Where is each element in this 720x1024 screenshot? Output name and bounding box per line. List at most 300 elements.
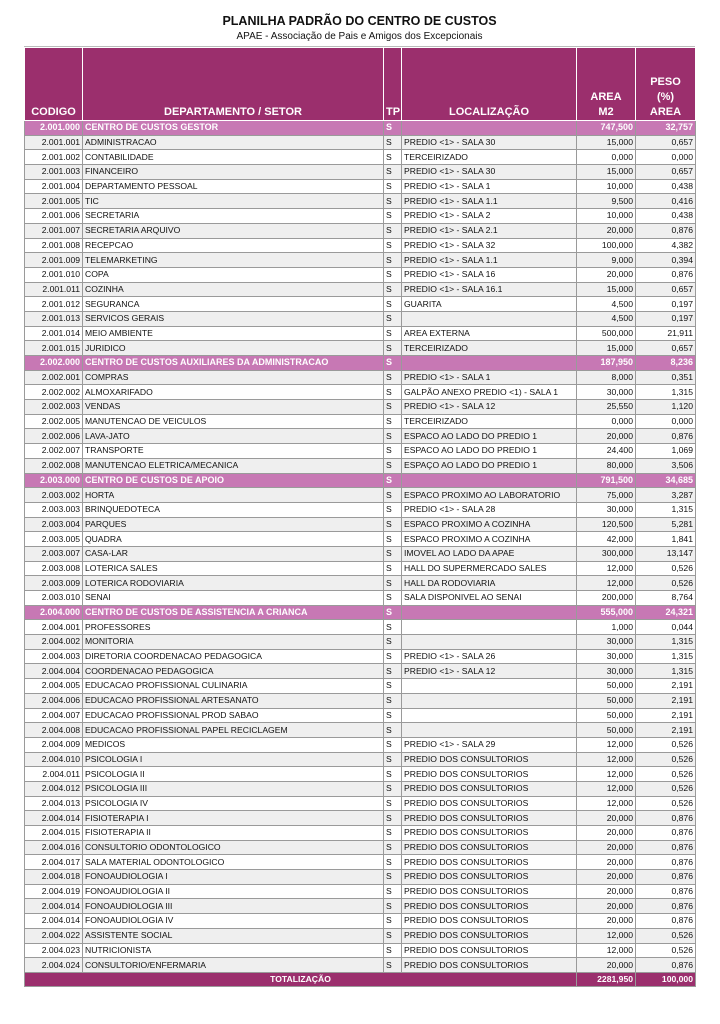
table-row bbox=[25, 400, 696, 415]
sheet-subtitle: APAE - Associação de Pais e Amigos dos Excepcionais bbox=[24, 30, 695, 47]
cell-department: PSICOLOGIA III bbox=[83, 781, 384, 796]
cell-location: PREDIO DOS CONSULTORIOS bbox=[402, 958, 577, 973]
cell-code: 2.001.014 bbox=[25, 326, 83, 341]
col-header-tp: TP bbox=[384, 48, 402, 121]
cell-location: PREDIO <1> - SALA 29 bbox=[402, 737, 577, 752]
cell-area: 0,000 bbox=[577, 414, 636, 429]
cell-tp: S bbox=[384, 385, 402, 400]
table-row bbox=[25, 649, 696, 664]
cell-location: TERCEIRIZADO bbox=[402, 150, 577, 165]
cell-location: ESPACO PROXIMO AO LABORATORIO bbox=[402, 488, 577, 503]
cell-area: 20,000 bbox=[577, 870, 636, 885]
cell-location: PREDIO <1> - SALA 2.1 bbox=[402, 223, 577, 238]
cell-code: 2.004.024 bbox=[25, 958, 83, 973]
cell-department: CENTRO DE CUSTOS DE APOIO bbox=[83, 473, 384, 488]
cell-area: 12,000 bbox=[577, 576, 636, 591]
cell-code: 2.003.003 bbox=[25, 502, 83, 517]
cell-tp: S bbox=[384, 591, 402, 606]
cell-tp: S bbox=[384, 914, 402, 929]
cell-department: CENTRO DE CUSTOS DE ASSISTENCIA A CRIANCA bbox=[83, 605, 384, 620]
table-row bbox=[25, 840, 696, 855]
cell-department: MANUTENCAO ELETRICA/MECANICA bbox=[83, 458, 384, 473]
cell-tp: S bbox=[384, 796, 402, 811]
cell-code: 2.003.000 bbox=[25, 473, 83, 488]
table-row bbox=[25, 311, 696, 326]
cell-tp: S bbox=[384, 693, 402, 708]
cell-location bbox=[402, 693, 577, 708]
cell-peso: 0,876 bbox=[636, 811, 696, 826]
table-row bbox=[25, 664, 696, 679]
table-row bbox=[25, 884, 696, 899]
table-row bbox=[25, 811, 696, 826]
cell-tp: S bbox=[384, 855, 402, 870]
peso-header-line3: AREA bbox=[649, 106, 682, 118]
cell-tp: S bbox=[384, 311, 402, 326]
cell-area: 15,000 bbox=[577, 165, 636, 180]
table-row bbox=[25, 370, 696, 385]
cell-area: 4,500 bbox=[577, 297, 636, 312]
cell-area: 10,000 bbox=[577, 209, 636, 224]
cell-tp: S bbox=[384, 444, 402, 459]
cell-code: 2.004.016 bbox=[25, 840, 83, 855]
peso-header-line1: PESO bbox=[650, 76, 681, 88]
cell-location: GALPÃO ANEXO PREDIO <1) - SALA 1 bbox=[402, 385, 577, 400]
cell-department: PROFESSORES bbox=[83, 620, 384, 635]
cell-tp: S bbox=[384, 811, 402, 826]
cell-location bbox=[402, 473, 577, 488]
cell-location: IMOVEL AO LADO DA APAE bbox=[402, 546, 577, 561]
table-row bbox=[25, 796, 696, 811]
cell-peso: 0,526 bbox=[636, 576, 696, 591]
cell-area: 20,000 bbox=[577, 429, 636, 444]
table-row bbox=[25, 532, 696, 547]
table-row bbox=[25, 238, 696, 253]
cell-area: 12,000 bbox=[577, 943, 636, 958]
table-row bbox=[25, 620, 696, 635]
cell-location: PREDIO DOS CONSULTORIOS bbox=[402, 855, 577, 870]
cell-department: FISIOTERAPIA II bbox=[83, 826, 384, 841]
cell-area: 30,000 bbox=[577, 385, 636, 400]
cell-code: 2.004.000 bbox=[25, 605, 83, 620]
cell-code: 2.004.019 bbox=[25, 884, 83, 899]
cell-department: COMPRAS bbox=[83, 370, 384, 385]
cell-code: 2.004.014 bbox=[25, 811, 83, 826]
spreadsheet bbox=[24, 12, 695, 987]
cell-tp: S bbox=[384, 400, 402, 415]
cell-location: PREDIO DOS CONSULTORIOS bbox=[402, 811, 577, 826]
cell-area: 20,000 bbox=[577, 958, 636, 973]
cell-location: PREDIO <1> - SALA 26 bbox=[402, 649, 577, 664]
cell-location: AREA EXTERNA bbox=[402, 326, 577, 341]
cell-location: TERCEIRIZADO bbox=[402, 341, 577, 356]
cell-department: ADMINISTRACAO bbox=[83, 135, 384, 150]
cell-tp: S bbox=[384, 546, 402, 561]
table-body bbox=[25, 121, 696, 973]
cell-tp: S bbox=[384, 517, 402, 532]
cell-peso: 0,876 bbox=[636, 840, 696, 855]
cell-location: SALA DISPONIVEL AO SENAI bbox=[402, 591, 577, 606]
cell-code: 2.001.011 bbox=[25, 282, 83, 297]
cell-code: 2.002.000 bbox=[25, 356, 83, 371]
cell-peso: 0,438 bbox=[636, 209, 696, 224]
cell-code: 2.004.001 bbox=[25, 620, 83, 635]
cell-code: 2.002.006 bbox=[25, 429, 83, 444]
cell-code: 2.004.011 bbox=[25, 767, 83, 782]
group-row bbox=[25, 473, 696, 488]
cell-peso: 0,526 bbox=[636, 561, 696, 576]
cell-location bbox=[402, 605, 577, 620]
cell-peso: 1,069 bbox=[636, 444, 696, 459]
area-header-line2: M2 bbox=[598, 106, 614, 118]
cell-peso: 0,526 bbox=[636, 781, 696, 796]
cell-code: 2.003.005 bbox=[25, 532, 83, 547]
cell-code: 2.001.006 bbox=[25, 209, 83, 224]
cell-code: 2.003.004 bbox=[25, 517, 83, 532]
cell-department: EDUCACAO PROFISSIONAL ARTESANATO bbox=[83, 693, 384, 708]
cell-tp: S bbox=[384, 767, 402, 782]
cell-location: PREDIO DOS CONSULTORIOS bbox=[402, 752, 577, 767]
cell-department: FONOAUDIOLOGIA IV bbox=[83, 914, 384, 929]
cell-location: ESPACO AO LADO DO PREDIO 1 bbox=[402, 444, 577, 459]
cell-department: SENAI bbox=[83, 591, 384, 606]
cell-code: 2.003.007 bbox=[25, 546, 83, 561]
cell-department: CONSULTORIO/ENFERMARIA bbox=[83, 958, 384, 973]
cell-area: 9,000 bbox=[577, 253, 636, 268]
cell-location: GUARITA bbox=[402, 297, 577, 312]
cell-location: HALL DA RODOVIARIA bbox=[402, 576, 577, 591]
cell-area: 4,500 bbox=[577, 311, 636, 326]
cell-tp: S bbox=[384, 209, 402, 224]
table-row bbox=[25, 429, 696, 444]
cell-peso: 0,876 bbox=[636, 223, 696, 238]
cell-area: 20,000 bbox=[577, 811, 636, 826]
cell-tp: S bbox=[384, 899, 402, 914]
cell-area: 20,000 bbox=[577, 267, 636, 282]
cell-code: 2.004.007 bbox=[25, 708, 83, 723]
cell-department: MONITORIA bbox=[83, 635, 384, 650]
table-row bbox=[25, 517, 696, 532]
cell-peso: 2,191 bbox=[636, 693, 696, 708]
cell-location: TERCEIRIZADO bbox=[402, 414, 577, 429]
cell-tp: S bbox=[384, 356, 402, 371]
cell-department: LOTERICA SALES bbox=[83, 561, 384, 576]
cell-tp: S bbox=[384, 238, 402, 253]
cell-peso: 0,526 bbox=[636, 928, 696, 943]
cell-code: 2.002.001 bbox=[25, 370, 83, 385]
table-row bbox=[25, 341, 696, 356]
cell-code: 2.004.006 bbox=[25, 693, 83, 708]
cell-department: MEDICOS bbox=[83, 737, 384, 752]
cell-peso: 3,506 bbox=[636, 458, 696, 473]
cell-department: CONSULTORIO ODONTOLOGICO bbox=[83, 840, 384, 855]
cell-department: COPA bbox=[83, 267, 384, 282]
cell-area: 747,500 bbox=[577, 121, 636, 136]
cell-code: 2.004.018 bbox=[25, 870, 83, 885]
cell-tp: S bbox=[384, 605, 402, 620]
cell-department: TELEMARKETING bbox=[83, 253, 384, 268]
table-row bbox=[25, 737, 696, 752]
cell-tp: S bbox=[384, 870, 402, 885]
cell-area: 9,500 bbox=[577, 194, 636, 209]
cell-peso: 0,394 bbox=[636, 253, 696, 268]
cell-area: 555,000 bbox=[577, 605, 636, 620]
cell-tp: S bbox=[384, 884, 402, 899]
cell-department: EDUCACAO PROFISSIONAL PAPEL RECICLAGEM bbox=[83, 723, 384, 738]
cell-department: CENTRO DE CUSTOS AUXILIARES DA ADMINISTRACAO bbox=[83, 356, 384, 371]
cell-tp: S bbox=[384, 664, 402, 679]
total-peso: 100,000 bbox=[636, 972, 696, 986]
cell-code: 2.004.015 bbox=[25, 826, 83, 841]
cell-location: PREDIO <1> - SALA 30 bbox=[402, 135, 577, 150]
cell-location: PREDIO DOS CONSULTORIOS bbox=[402, 781, 577, 796]
cell-peso: 1,315 bbox=[636, 385, 696, 400]
cell-code: 2.004.004 bbox=[25, 664, 83, 679]
cell-code: 2.004.008 bbox=[25, 723, 83, 738]
cell-tp: S bbox=[384, 708, 402, 723]
col-header-area bbox=[577, 48, 636, 121]
cell-location: PREDIO <1> - SALA 1.1 bbox=[402, 194, 577, 209]
cell-tp: S bbox=[384, 267, 402, 282]
cell-location bbox=[402, 356, 577, 371]
table-row bbox=[25, 752, 696, 767]
cell-code: 2.003.002 bbox=[25, 488, 83, 503]
cell-department: PSICOLOGIA IV bbox=[83, 796, 384, 811]
cell-location bbox=[402, 620, 577, 635]
cell-code: 2.002.008 bbox=[25, 458, 83, 473]
cell-department: VENDAS bbox=[83, 400, 384, 415]
cell-location bbox=[402, 635, 577, 650]
cell-code: 2.001.009 bbox=[25, 253, 83, 268]
cell-location: PREDIO DOS CONSULTORIOS bbox=[402, 899, 577, 914]
cell-peso: 0,438 bbox=[636, 179, 696, 194]
cell-department: FONOAUDIOLOGIA III bbox=[83, 899, 384, 914]
cell-tp: S bbox=[384, 826, 402, 841]
cell-area: 30,000 bbox=[577, 502, 636, 517]
cell-department: RECEPCAO bbox=[83, 238, 384, 253]
cell-code: 2.001.004 bbox=[25, 179, 83, 194]
table-row bbox=[25, 561, 696, 576]
cell-department: ALMOXARIFADO bbox=[83, 385, 384, 400]
cell-code: 2.002.005 bbox=[25, 414, 83, 429]
cell-location: PREDIO <1> - SALA 1 bbox=[402, 370, 577, 385]
table-row bbox=[25, 253, 696, 268]
cell-area: 30,000 bbox=[577, 664, 636, 679]
cell-location bbox=[402, 679, 577, 694]
table-row bbox=[25, 855, 696, 870]
cell-location: PREDIO DOS CONSULTORIOS bbox=[402, 826, 577, 841]
cell-tp: S bbox=[384, 502, 402, 517]
cell-location: PREDIO DOS CONSULTORIOS bbox=[402, 767, 577, 782]
cell-peso: 0,000 bbox=[636, 414, 696, 429]
cell-peso: 0,876 bbox=[636, 899, 696, 914]
cell-area: 0,000 bbox=[577, 150, 636, 165]
cell-department: SECRETARIA bbox=[83, 209, 384, 224]
cell-department: BRINQUEDOTECA bbox=[83, 502, 384, 517]
cell-tp: S bbox=[384, 135, 402, 150]
cell-location: ESPACO AO LADO DO PREDIO 1 bbox=[402, 429, 577, 444]
table-row bbox=[25, 209, 696, 224]
table-row bbox=[25, 679, 696, 694]
cell-location: PREDIO <1> - SALA 1 bbox=[402, 179, 577, 194]
cell-location: PREDIO <1> - SALA 12 bbox=[402, 400, 577, 415]
cell-department: MANUTENCAO DE VEICULOS bbox=[83, 414, 384, 429]
cell-peso: 0,657 bbox=[636, 165, 696, 180]
cell-tp: S bbox=[384, 429, 402, 444]
cell-tp: S bbox=[384, 282, 402, 297]
cell-location bbox=[402, 708, 577, 723]
cell-tp: S bbox=[384, 737, 402, 752]
cell-peso: 34,685 bbox=[636, 473, 696, 488]
cell-department: EDUCACAO PROFISSIONAL CULINARIA bbox=[83, 679, 384, 694]
table-row bbox=[25, 444, 696, 459]
cell-code: 2.003.010 bbox=[25, 591, 83, 606]
cell-area: 8,000 bbox=[577, 370, 636, 385]
cell-area: 50,000 bbox=[577, 679, 636, 694]
cell-area: 75,000 bbox=[577, 488, 636, 503]
area-header-line1: AREA bbox=[590, 91, 622, 103]
cell-code: 2.004.022 bbox=[25, 928, 83, 943]
cell-area: 20,000 bbox=[577, 884, 636, 899]
cell-area: 24,400 bbox=[577, 444, 636, 459]
cell-area: 20,000 bbox=[577, 223, 636, 238]
table-row bbox=[25, 914, 696, 929]
cell-department: PSICOLOGIA II bbox=[83, 767, 384, 782]
cell-tp: S bbox=[384, 532, 402, 547]
cell-department: EDUCACAO PROFISSIONAL PROD SABAO bbox=[83, 708, 384, 723]
cell-peso: 4,382 bbox=[636, 238, 696, 253]
cell-location: PREDIO DOS CONSULTORIOS bbox=[402, 840, 577, 855]
cell-code: 2.002.002 bbox=[25, 385, 83, 400]
cell-peso: 21,911 bbox=[636, 326, 696, 341]
cell-peso: 0,044 bbox=[636, 620, 696, 635]
group-row bbox=[25, 121, 696, 136]
cell-department: JURIDICO bbox=[83, 341, 384, 356]
cell-peso: 0,876 bbox=[636, 429, 696, 444]
cell-code: 2.004.002 bbox=[25, 635, 83, 650]
cell-tp: S bbox=[384, 121, 402, 136]
cell-code: 2.001.001 bbox=[25, 135, 83, 150]
cell-area: 20,000 bbox=[577, 899, 636, 914]
cell-code: 2.004.014 bbox=[25, 899, 83, 914]
cell-peso: 0,657 bbox=[636, 135, 696, 150]
cell-location: PREDIO <1> - SALA 28 bbox=[402, 502, 577, 517]
cell-code: 2.003.009 bbox=[25, 576, 83, 591]
cell-code: 2.001.013 bbox=[25, 311, 83, 326]
cell-peso: 0,526 bbox=[636, 767, 696, 782]
cell-code: 2.001.012 bbox=[25, 297, 83, 312]
table-row bbox=[25, 297, 696, 312]
cell-department: COZINHA bbox=[83, 282, 384, 297]
cell-area: 12,000 bbox=[577, 767, 636, 782]
cell-tp: S bbox=[384, 958, 402, 973]
cost-center-table bbox=[24, 47, 696, 987]
cell-tp: S bbox=[384, 488, 402, 503]
cell-area: 12,000 bbox=[577, 796, 636, 811]
cell-location: PREDIO DOS CONSULTORIOS bbox=[402, 870, 577, 885]
cell-peso: 0,876 bbox=[636, 958, 696, 973]
cell-department: DEPARTAMENTO PESSOAL bbox=[83, 179, 384, 194]
cell-code: 2.004.012 bbox=[25, 781, 83, 796]
table-row bbox=[25, 591, 696, 606]
table-row bbox=[25, 767, 696, 782]
cell-area: 120,500 bbox=[577, 517, 636, 532]
cell-area: 50,000 bbox=[577, 708, 636, 723]
cell-area: 15,000 bbox=[577, 135, 636, 150]
cell-area: 30,000 bbox=[577, 635, 636, 650]
cell-code: 2.004.009 bbox=[25, 737, 83, 752]
cell-department: FONOAUDIOLOGIA I bbox=[83, 870, 384, 885]
cell-code: 2.001.005 bbox=[25, 194, 83, 209]
cell-area: 200,000 bbox=[577, 591, 636, 606]
cell-area: 25,550 bbox=[577, 400, 636, 415]
cell-department: CASA-LAR bbox=[83, 546, 384, 561]
cell-code: 2.001.007 bbox=[25, 223, 83, 238]
cell-location bbox=[402, 311, 577, 326]
cell-department: QUADRA bbox=[83, 532, 384, 547]
cell-peso: 1,315 bbox=[636, 664, 696, 679]
cell-tp: S bbox=[384, 576, 402, 591]
cell-area: 20,000 bbox=[577, 855, 636, 870]
cell-tp: S bbox=[384, 370, 402, 385]
cell-code: 2.004.003 bbox=[25, 649, 83, 664]
cell-tp: S bbox=[384, 928, 402, 943]
cell-peso: 0,351 bbox=[636, 370, 696, 385]
cell-department: SALA MATERIAL ODONTOLOGICO bbox=[83, 855, 384, 870]
cell-area: 20,000 bbox=[577, 840, 636, 855]
cell-location: PREDIO <1> - SALA 30 bbox=[402, 165, 577, 180]
cell-peso: 0,876 bbox=[636, 884, 696, 899]
cell-department: NUTRICIONISTA bbox=[83, 943, 384, 958]
peso-header-line2: (%) bbox=[656, 91, 675, 103]
cell-department: SEGURANCA bbox=[83, 297, 384, 312]
table-row bbox=[25, 385, 696, 400]
cell-department: SERVICOS GERAIS bbox=[83, 311, 384, 326]
cell-location: PREDIO <1> - SALA 1.1 bbox=[402, 253, 577, 268]
cell-peso: 8,764 bbox=[636, 591, 696, 606]
cell-peso: 1,120 bbox=[636, 400, 696, 415]
cell-peso: 0,876 bbox=[636, 826, 696, 841]
table-row bbox=[25, 223, 696, 238]
cell-peso: 0,526 bbox=[636, 737, 696, 752]
total-label: TOTALIZAÇÃO bbox=[25, 972, 577, 986]
cell-area: 42,000 bbox=[577, 532, 636, 547]
group-row bbox=[25, 356, 696, 371]
cell-area: 1,000 bbox=[577, 620, 636, 635]
table-row bbox=[25, 194, 696, 209]
cell-code: 2.004.017 bbox=[25, 855, 83, 870]
cell-peso: 1,315 bbox=[636, 649, 696, 664]
cell-area: 12,000 bbox=[577, 737, 636, 752]
cell-area: 50,000 bbox=[577, 693, 636, 708]
cell-code: 2.002.003 bbox=[25, 400, 83, 415]
cell-department: LOTERICA RODOVIARIA bbox=[83, 576, 384, 591]
cell-tp: S bbox=[384, 473, 402, 488]
cell-peso: 1,841 bbox=[636, 532, 696, 547]
cell-tp: S bbox=[384, 679, 402, 694]
cell-department: COORDENACAO PEDAGOGICA bbox=[83, 664, 384, 679]
cell-area: 187,950 bbox=[577, 356, 636, 371]
cell-location: PREDIO DOS CONSULTORIOS bbox=[402, 884, 577, 899]
cell-peso: 1,315 bbox=[636, 502, 696, 517]
table-row bbox=[25, 135, 696, 150]
col-header-codigo: CODIGO bbox=[25, 48, 83, 121]
cell-peso: 5,281 bbox=[636, 517, 696, 532]
cell-department: FONOAUDIOLOGIA II bbox=[83, 884, 384, 899]
cell-peso: 24,321 bbox=[636, 605, 696, 620]
table-row bbox=[25, 899, 696, 914]
table-row bbox=[25, 781, 696, 796]
cell-code: 2.004.013 bbox=[25, 796, 83, 811]
